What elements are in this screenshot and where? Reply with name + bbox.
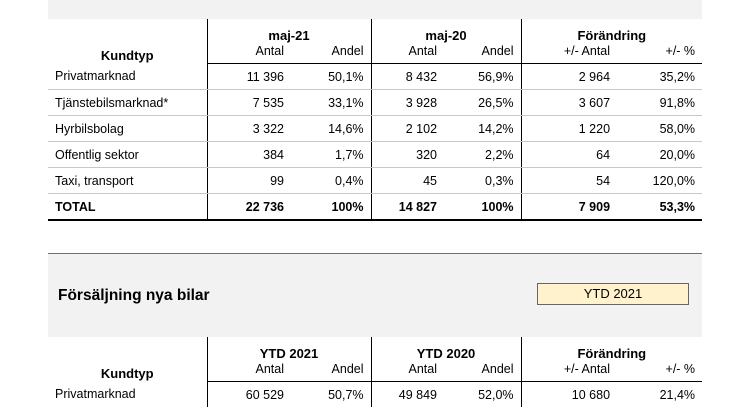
cell-antal-2: 320 — [371, 142, 444, 168]
row-label: Tjänstebilsmarknad* — [48, 90, 207, 116]
subheader-diff-pct: +/- % — [617, 362, 702, 382]
cell-diff-pct: 21,4% — [659, 387, 696, 402]
cell-andel-2: 56,9% — [444, 64, 521, 90]
total-andel-1: 100% — [291, 194, 371, 221]
cell-andel-2: 26,5% — [444, 90, 521, 116]
table-row — [48, 382, 702, 408]
total-label: TOTAL — [48, 194, 207, 221]
period-selector[interactable]: YTD 2021 — [537, 283, 689, 305]
cell-andel-1: 50,1% — [291, 64, 371, 90]
cell-antal-2: 3 928 — [371, 90, 444, 116]
row-label: Hyrbilsbolag — [48, 116, 207, 142]
total-diff-antal: 7 909 — [521, 194, 617, 221]
total-antal-1: 22 736 — [207, 194, 291, 221]
subheader-antal: Antal — [207, 44, 291, 64]
cell-diff-pct: 58,0% — [617, 116, 702, 142]
row-label: Offentlig sektor — [48, 142, 207, 168]
table-row — [48, 90, 702, 116]
table-row — [48, 168, 702, 194]
cell-antal-1: 384 — [207, 142, 291, 168]
row-label: Taxi, transport — [48, 168, 207, 194]
cell-diff-antal: 64 — [521, 142, 617, 168]
cell-diff-antal: 2 964 — [521, 64, 617, 90]
cell-diff-pct: 91,8% — [617, 90, 702, 116]
cell-diff-pct: 120,0% — [617, 168, 702, 194]
cell-antal-1: 3 322 — [207, 116, 291, 142]
column-header-period2: YTD 2020 — [371, 337, 521, 362]
subheader-antal: Antal — [207, 362, 291, 382]
cell-antal-1: 7 535 — [207, 90, 291, 116]
row-label: Privatmarknad — [48, 64, 207, 90]
cell-antal-1: 60 529 — [207, 382, 291, 408]
total-antal-2: 14 827 — [371, 194, 444, 221]
cell-diff-antal: 10 680 — [521, 382, 617, 408]
cell-diff-pct: 20,0% — [617, 142, 702, 168]
column-header-period1: maj-21 — [207, 19, 371, 44]
cell-diff-antal: 3 607 — [521, 90, 617, 116]
subheader-diff-pct: +/- % — [617, 44, 702, 64]
cell-andel-2: 52,0% — [478, 387, 514, 402]
subheader-andel: Andel — [291, 362, 371, 382]
cell-antal-2: 49 849 — [371, 382, 444, 408]
cell-andel-2: 14,2% — [444, 116, 521, 142]
column-header-kundtyp: Kundtyp — [100, 365, 154, 381]
table-header-row — [48, 337, 702, 362]
cell-antal-1: 99 — [207, 168, 291, 194]
total-diff-pct: 53,3% — [617, 194, 702, 221]
cell-antal-1: 11 396 — [207, 64, 291, 90]
table-row — [48, 116, 702, 142]
column-header-change: Förändring — [521, 337, 702, 362]
cell-andel-1: 33,1% — [291, 90, 371, 116]
section-title: Försäljning nya bilar — [58, 287, 210, 304]
cell-andel-1: 14,6% — [291, 116, 371, 142]
cell-antal-2: 45 — [371, 168, 444, 194]
column-header-period1: YTD 2021 — [207, 337, 371, 362]
subheader-andel: Andel — [291, 44, 371, 64]
cell-diff-antal: 1 220 — [521, 116, 617, 142]
subheader-antal: Antal — [371, 362, 444, 382]
column-header-change: Förändring — [521, 19, 702, 44]
table-header-row — [48, 19, 702, 44]
subheader-diff-antal: +/- Antal — [521, 362, 617, 382]
cell-antal-2: 8 432 — [371, 64, 444, 90]
total-row — [48, 194, 702, 221]
subheader-antal: Antal — [371, 44, 444, 64]
cell-andel-1: 50,7% — [328, 387, 364, 402]
total-andel-2: 100% — [444, 194, 521, 221]
column-header-period2: maj-20 — [371, 19, 521, 44]
subheader-andel: Andel — [444, 362, 521, 382]
column-header-kundtyp: Kundtyp — [100, 47, 154, 63]
cell-andel-2: 2,2% — [444, 142, 521, 168]
cell-andel-2: 0,3% — [444, 168, 521, 194]
subheader-andel: Andel — [444, 44, 521, 64]
row-label: Privatmarknad — [55, 387, 136, 402]
cell-diff-pct: 35,2% — [617, 64, 702, 90]
sales-table-month — [48, 19, 702, 221]
cell-antal-2: 2 102 — [371, 116, 444, 142]
cell-andel-1: 0,4% — [291, 168, 371, 194]
table-row — [48, 142, 702, 168]
top-band — [48, 0, 702, 19]
cell-diff-antal: 54 — [521, 168, 617, 194]
subheader-diff-antal: +/- Antal — [521, 44, 617, 64]
sales-table-ytd — [48, 337, 702, 407]
cell-andel-1: 1,7% — [291, 142, 371, 168]
table-row — [48, 64, 702, 90]
